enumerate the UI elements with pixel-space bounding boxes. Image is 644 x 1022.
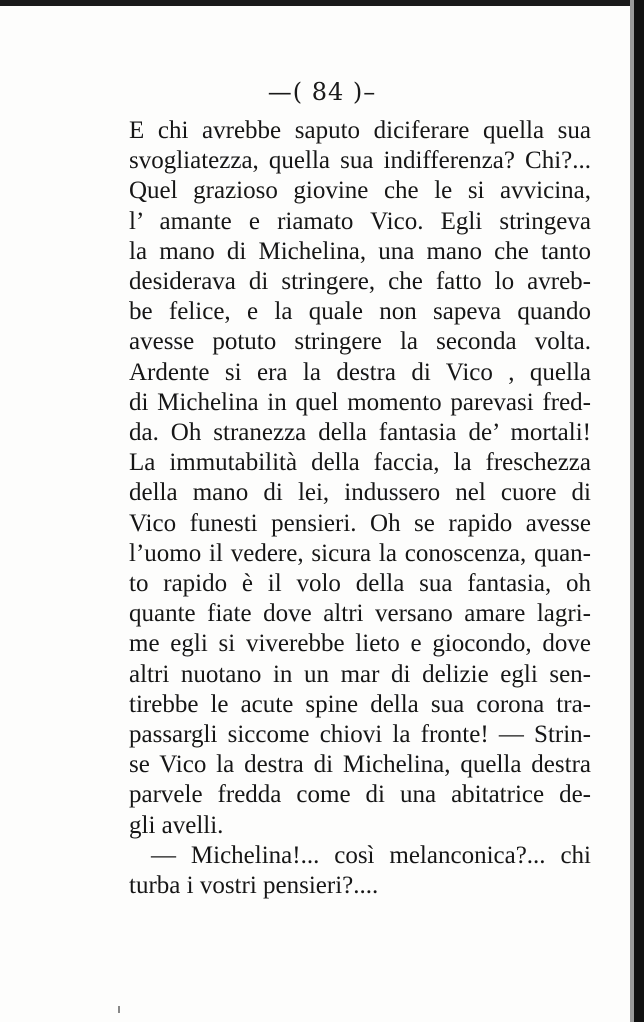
page-right-edge [634, 0, 644, 1022]
text-line: svogliatezza, quella sua indifferenza? Chi?... [129, 147, 591, 175]
text-line: to rapido è il volo della sua fantasia, oh [129, 570, 591, 598]
text-line: da. Oh stranezza della fantasia de’ mortali! [129, 419, 591, 447]
text-line: me egli si viverebbe lieto e giocondo, dove [129, 630, 591, 658]
text-line: Vico funesti pensieri. Oh se rapido avesse [129, 509, 591, 537]
text-line: be felice, e la quale non sapeva quando [129, 298, 591, 326]
text-line: passargli siccome chiovi la fronte! — Strin- [129, 721, 591, 749]
text-line: tirebbe le acute spine della sua corona tra- [129, 690, 591, 718]
text-line: di Michelina in quel momento parevasi fred- [129, 388, 591, 416]
text-line: Ardente si era la destra di Vico , quella [129, 358, 591, 386]
page-number: —( 84 )– [267, 78, 377, 106]
text-line: E chi avrebbe saputo diciferare quella sua [129, 117, 591, 144]
text-line: parvele fredda come di una abitatrice de- [129, 781, 591, 809]
text-line: — Michelina!... così melanconica?... chi [151, 841, 591, 869]
text-line: desiderava di stringere, che fatto lo avreb- [129, 268, 591, 296]
text-line: altri nuotano in un mar di delizie egli sen- [129, 660, 591, 688]
text-line: l’ amante e riamato Vico. Egli stringeva [129, 207, 591, 235]
text-line: la mano di Michelina, una mano che tanto [129, 237, 591, 265]
text-line: quante fiate dove altri versano amare lagri- [129, 600, 591, 628]
text-line: l’uomo il vedere, sicura la conoscenza, quan- [129, 539, 591, 567]
text-line: La immutabilità della faccia, la freschezza [129, 449, 591, 477]
text-line: se Vico la destra di Michelina, quella destra [129, 751, 591, 779]
text-line: della mano di lei, indussero nel cuore di [129, 479, 591, 507]
text-line: Quel grazioso giovine che le si avvicina, [129, 177, 591, 205]
page-top-edge [0, 0, 630, 6]
text-line: turba i vostri pensieri?.... [129, 872, 379, 900]
text-line: gli avelli. [129, 811, 224, 839]
text-line: avesse potuto stringere la seconda volta. [129, 328, 591, 356]
body-text [129, 116, 591, 901]
paper-speck [118, 1006, 120, 1013]
